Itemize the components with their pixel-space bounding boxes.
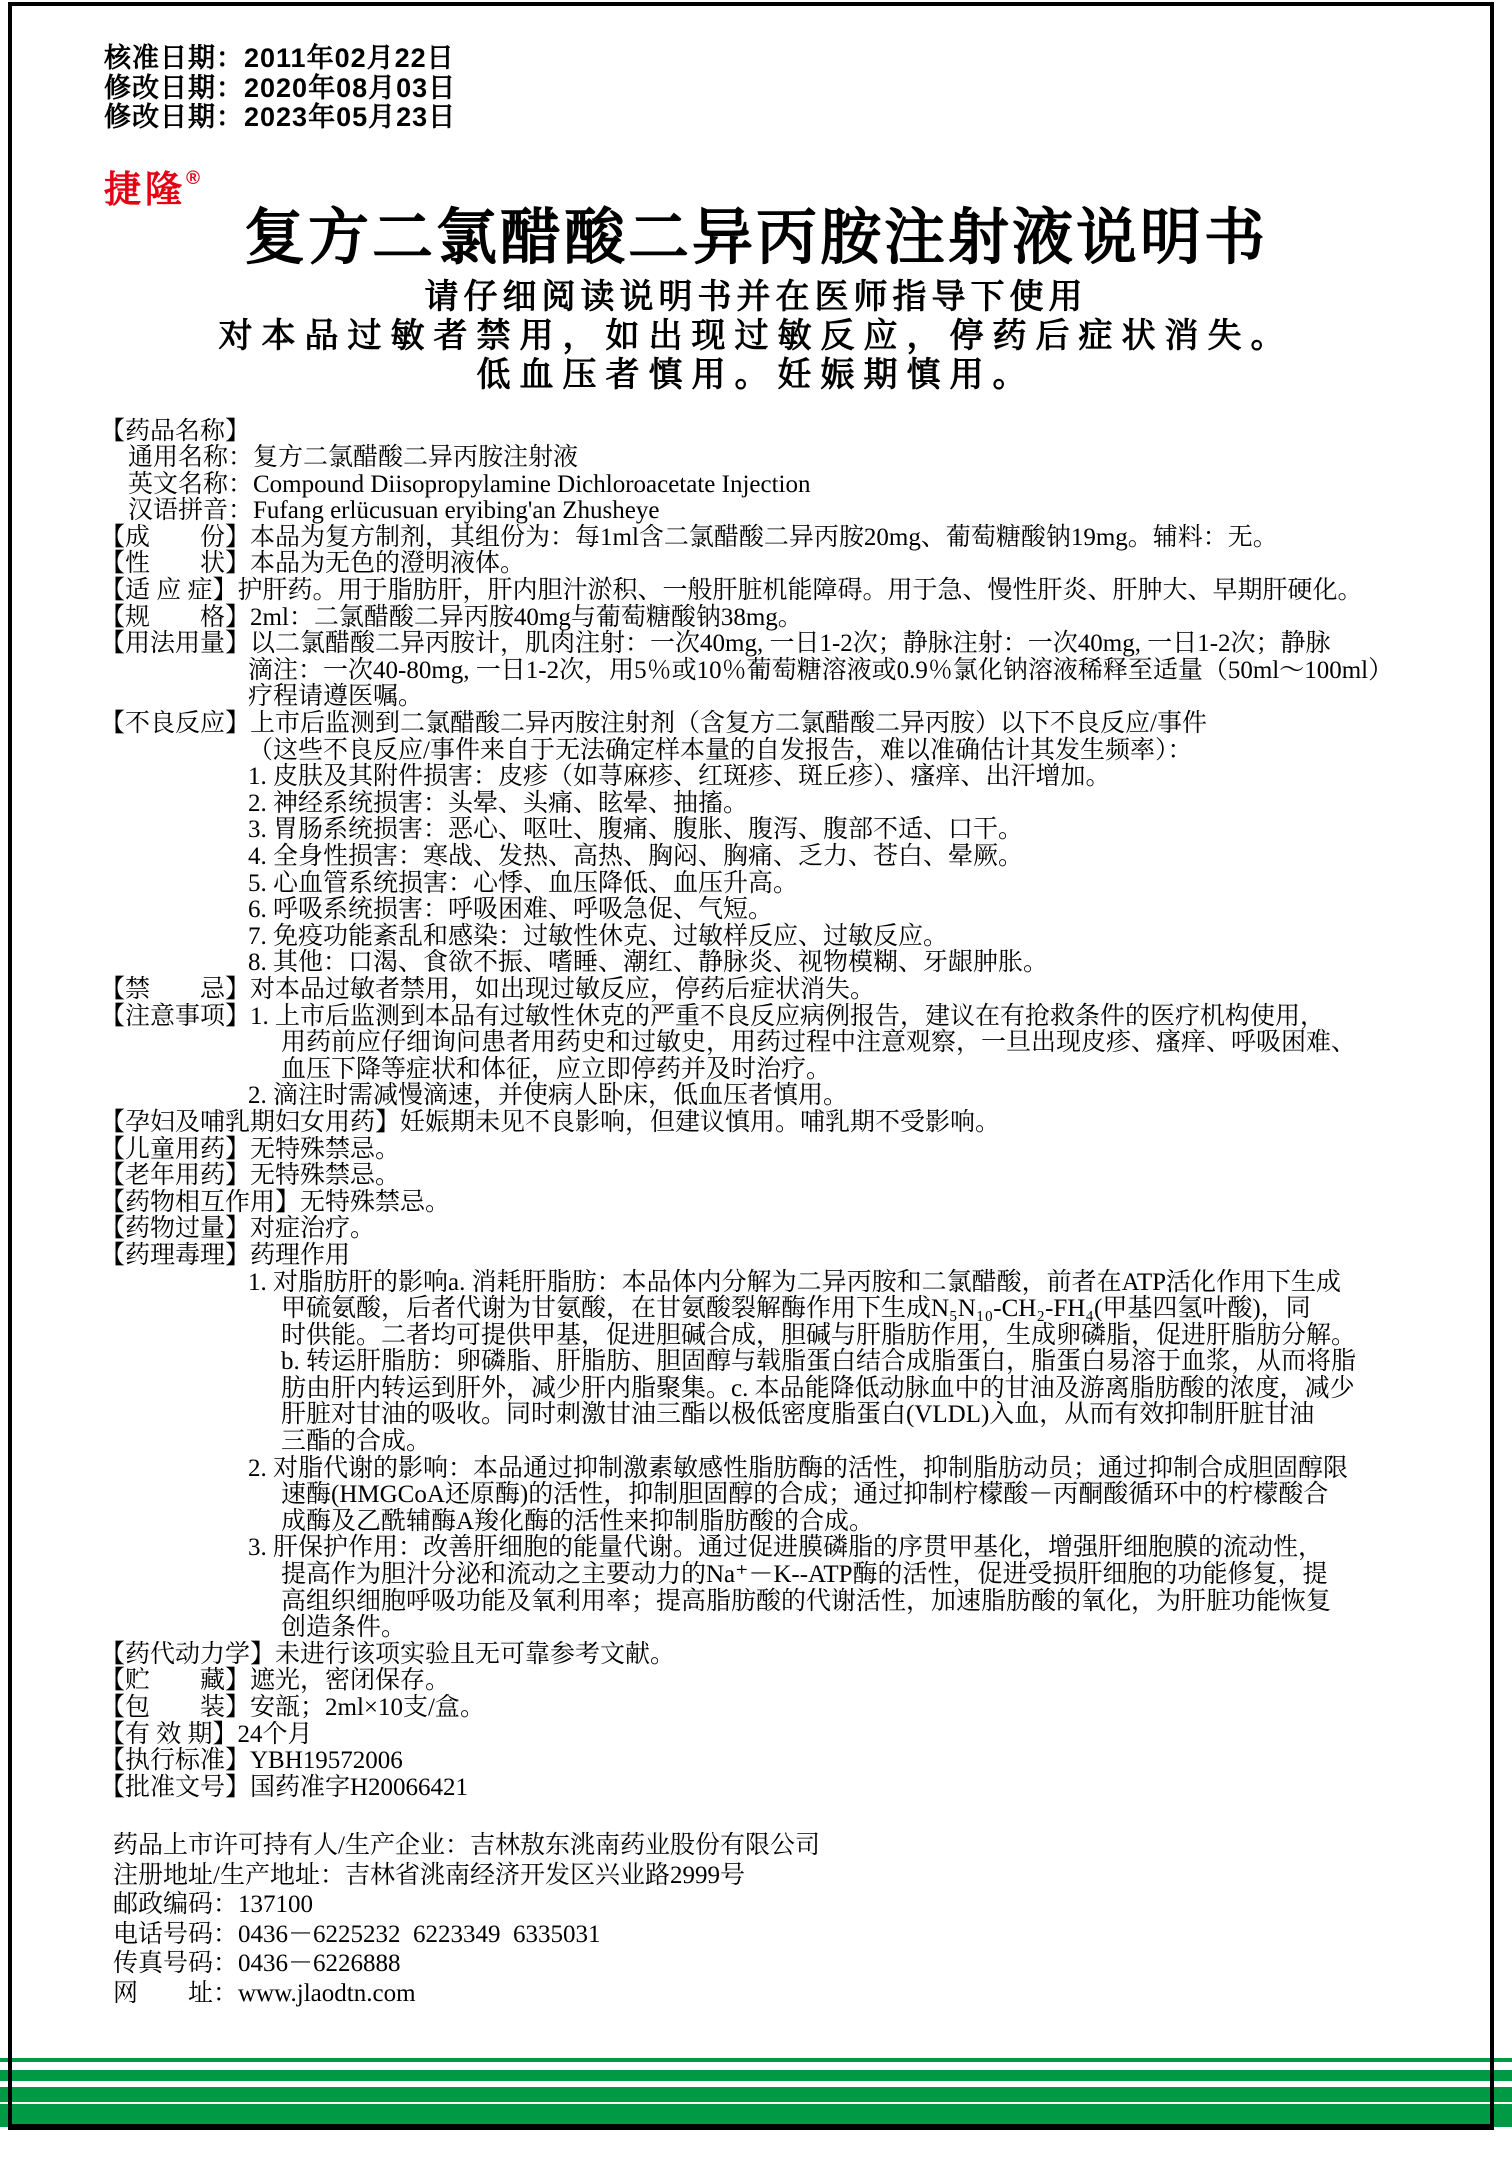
doc-line: 【注意事项】1. 上市后监测到本品有过敏性休克的严重不良反应病例报告，建议在有抢救条件的医疗机构使用， (100, 1002, 1326, 1030)
doc-line: 【包 装】安瓿；2ml×10支/盒。 (100, 1694, 485, 1721)
manufacturer-info (113, 1831, 1428, 2008)
doc-line: 【药物过量】对症治疗。 (100, 1215, 376, 1243)
doc-line: 【规 格】2ml：二氯醋酸二异丙胺40mg与葡萄糖酸钠38mg。 (100, 603, 803, 631)
doc-line: 【老年用药】无特殊禁忌。 (100, 1162, 401, 1190)
doc-line: 1. 皮肤及其附件损害：皮疹（如荨麻疹、红斑疹、斑丘疹）、瘙痒、出汗增加。 (248, 763, 1111, 791)
doc-line: 5. 心血管系统损害：心悸、血压降低、血压升高。 (248, 869, 799, 897)
doc-line: 甲硫氨酸，后者代谢为甘氨酸，在甘氨酸裂解酶作用下生成N₅N₁₀-CH₂-FH₄(甲基四氢叶酸)，同 (281, 1295, 1311, 1323)
doc-line: 6. 呼吸系统损害：呼吸困难、呼吸急促、气短。 (248, 896, 774, 924)
doc-line: 疗程请遵医嘱。 (248, 683, 424, 711)
doc-line: 英文名称：Compound Diisopropylamine Dichloroacetate Injection (128, 470, 811, 498)
doc-line: 3. 肝保护作用：改善肝细胞的能量代谢。通过促进膜磷脂的序贯甲基化，增强肝细胞膜的流动性， (248, 1534, 1324, 1562)
doc-line: 【孕妇及哺乳期妇女用药】妊娠期未见不良影响，但建议慎用。哺乳期不受影响。 (100, 1108, 1001, 1136)
doc-line: 【用法用量】以二氯醋酸二异丙胺计，肌肉注射：一次40mg, 一日1-2次；静脉注射：一次40mg, 一日1-2次；静脉 (100, 630, 1331, 658)
doc-line: （这些不良反应/事件来自于无法确定样本量的自发报告，难以准确估计其发生频率）： (248, 736, 1193, 764)
doc-line: 2. 对脂代谢的影响：本品通过抑制激素敏感性脂肪酶的活性，抑制脂肪动员；通过抑制合成胆固醇限 (248, 1454, 1349, 1482)
doc-line: 汉语拼音：Fufang erlücusuan eryibing'an Zhusheye (128, 497, 660, 525)
doc-line: b. 转运肝脂肪：卵磷脂、肝脂肪、胆固醇与载脂蛋白结合成脂蛋白，脂蛋白易溶于血浆，从而将脂 (281, 1348, 1357, 1376)
manufacturer-line: 电话号码：0436－6225232 6223349 6335031 (113, 1920, 601, 1948)
doc-line: 【不良反应】上市后监测到二氯醋酸二异丙胺注射剂（含复方二氯醋酸二异丙胺）以下不良反应/事件 (100, 710, 1207, 738)
doc-line: 【药品名称】 (100, 417, 251, 445)
manufacturer-line: 药品上市许可持有人/生产企业：吉林敖东洮南药业股份有限公司 (113, 1832, 820, 1860)
doc-line: 4. 全身性损害：寒战、发热、高热、胸闷、胸痛、乏力、苍白、晕厥。 (248, 843, 1024, 870)
bottom-green-stripe-large (0, 2104, 1512, 2127)
doc-line: 2. 滴注时需减慢滴速，并使病人卧床，低血压者慎用。 (248, 1082, 849, 1110)
doc-line: 【成 份】本品为复方制剂，其组份为：每1ml含二氯醋酸二异丙胺20mg、葡萄糖酸钠19mg。辅料：无。 (100, 523, 1278, 551)
revision-dates (104, 44, 1512, 133)
brand-logo (104, 161, 1512, 208)
manufacturer-line: 网 址：www.jlaodtn.com (113, 1979, 416, 2007)
doc-line: 滴注：一次40-80mg, 一日1-2次，用5％或10％葡萄糖溶液或0.9％氯化钠溶液稀释至适量（50ml～100ml） (248, 656, 1394, 684)
doc-line: 肪由肝内转运到肝外，减少肝内脂聚集。c. 本品能降低动脉血中的甘油及游离脂肪酸的浓度，减少 (281, 1374, 1355, 1402)
usage-notice-line: 对本品过敏者禁用，如出现过敏反应，停药后症状消失。 (218, 317, 1294, 355)
registered-trademark-icon: ® (186, 167, 200, 189)
doc-line: 【贮 藏】遮光，密闭保存。 (100, 1667, 451, 1695)
page-title: 复方二氯醋酸二异丙胺注射液说明书 (243, 202, 1268, 271)
doc-line: 时供能。二者均可提供甲基，促进胆碱合成，胆碱与肝脂肪作用，生成卵磷脂，促进肝脂肪分解。 (281, 1321, 1357, 1349)
doc-line: 血压下降等症状和体征，应立即停药并及时治疗。 (281, 1055, 832, 1083)
doc-line: 【禁 忌】对本品过敏者禁用，如出现过敏反应，停药后症状消失。 (100, 975, 876, 1003)
doc-line: 2. 神经系统损害：头晕、头痛、眩晕、抽搐。 (248, 789, 749, 817)
usage-notice-line: 请仔细阅读说明书并在医师指导下使用 (424, 278, 1088, 316)
brand-logo-text: 捷隆 (104, 168, 186, 210)
doc-line: 三酯的合成。 (281, 1428, 432, 1456)
doc-line: 3. 胃肠系统损害：恶心、呕吐、腹痛、腹胀、腹泻、腹部不适、口干。 (248, 816, 1024, 844)
doc-line: 【儿童用药】无特殊禁忌。 (100, 1135, 401, 1163)
leaflet-body (100, 419, 1428, 1802)
doc-line: 【性 状】本品为无色的澄明液体。 (100, 550, 526, 578)
doc-line: 【执行标准】YBH19572006 (100, 1747, 403, 1775)
doc-line: 提高作为胆汁分泌和流动之主要动力的Na⁺－K--ATP酶的活性，促进受损肝细胞的功能修复，提 (281, 1561, 1328, 1589)
doc-line: 创造条件。 (281, 1614, 407, 1642)
bottom-green-stripe-thin (0, 2058, 1512, 2062)
doc-line: 肝脏对甘油的吸收。同时刺激甘油三酯以极低密度脂蛋白(VLDL)入血，从而有效抑制肝脏甘油 (281, 1401, 1315, 1429)
usage-notice-line: 低血压者慎用。妊娠期慎用。 (476, 356, 1036, 394)
doc-line: 1. 对脂肪肝的影响a. 消耗肝脂肪：本品体内分解为二异丙胺和二氯醋酸，前者在ATP活化作用下生成 (248, 1268, 1342, 1296)
revision-date-line: 修改日期：2023年05月23日 (104, 102, 457, 132)
manufacturer-line: 传真号码：0436－6226888 (113, 1950, 401, 1978)
usage-notices (0, 278, 1512, 395)
doc-line: 7. 免疫功能紊乱和感染：过敏性休克、过敏样反应、过敏反应。 (248, 922, 949, 950)
manufacturer-line: 注册地址/生产地址：吉林省洮南经济开发区兴业路2999号 (113, 1861, 745, 1889)
revision-date-line: 核准日期：2011年02月22日 (104, 43, 455, 73)
doc-line: 【批准文号】国药准字H20066421 (100, 1773, 469, 1801)
doc-line: 用药前应仔细询问患者用药史和过敏史，用药过程中注意观察，一旦出现皮疹、瘙痒、呼吸困难、 (281, 1029, 1357, 1057)
doc-line: 高组织细胞呼吸功能及氧利用率；提高脂肪酸的代谢活性，加速脂肪酸的氧化，为肝脏功能恢复 (281, 1587, 1332, 1615)
doc-line: 8. 其他：口渴、食欲不振、嗜睡、潮红、静脉炎、视物模糊、牙龈肿胀。 (248, 949, 1049, 977)
bottom-green-stripe-medium (0, 2087, 1512, 2102)
doc-line: 成酶及乙酰辅酶A羧化酶的活性来抑制脂肪酸的合成。 (281, 1507, 875, 1535)
doc-line: 速酶(HMGCoA还原酶)的活性，抑制胆固醇的合成；通过抑制柠檬酸－丙酮酸循环中的柠檬酸合 (281, 1481, 1329, 1509)
doc-line: 【有 效 期】24个月 (100, 1720, 313, 1748)
doc-line: 通用名称：复方二氯醋酸二异丙胺注射液 (128, 444, 579, 472)
revision-date-line: 修改日期：2020年08月03日 (104, 72, 457, 103)
doc-line: 【药代动力学】未进行该项实验且无可靠参考文献。 (100, 1640, 676, 1668)
doc-line: 【适 应 症】护肝药。用于脂肪肝，肝内胆汁淤积、一般肝脏机能障碍。用于急、慢性肝炎、肝肿大、早期肝硬化。 (100, 577, 1363, 605)
doc-line: 【药理毒理】药理作用 (100, 1241, 351, 1269)
manufacturer-line: 邮政编码：137100 (113, 1891, 314, 1919)
bottom-green-stripe-small (0, 2070, 1512, 2081)
doc-line: 【药物相互作用】无特殊禁忌。 (100, 1188, 451, 1216)
